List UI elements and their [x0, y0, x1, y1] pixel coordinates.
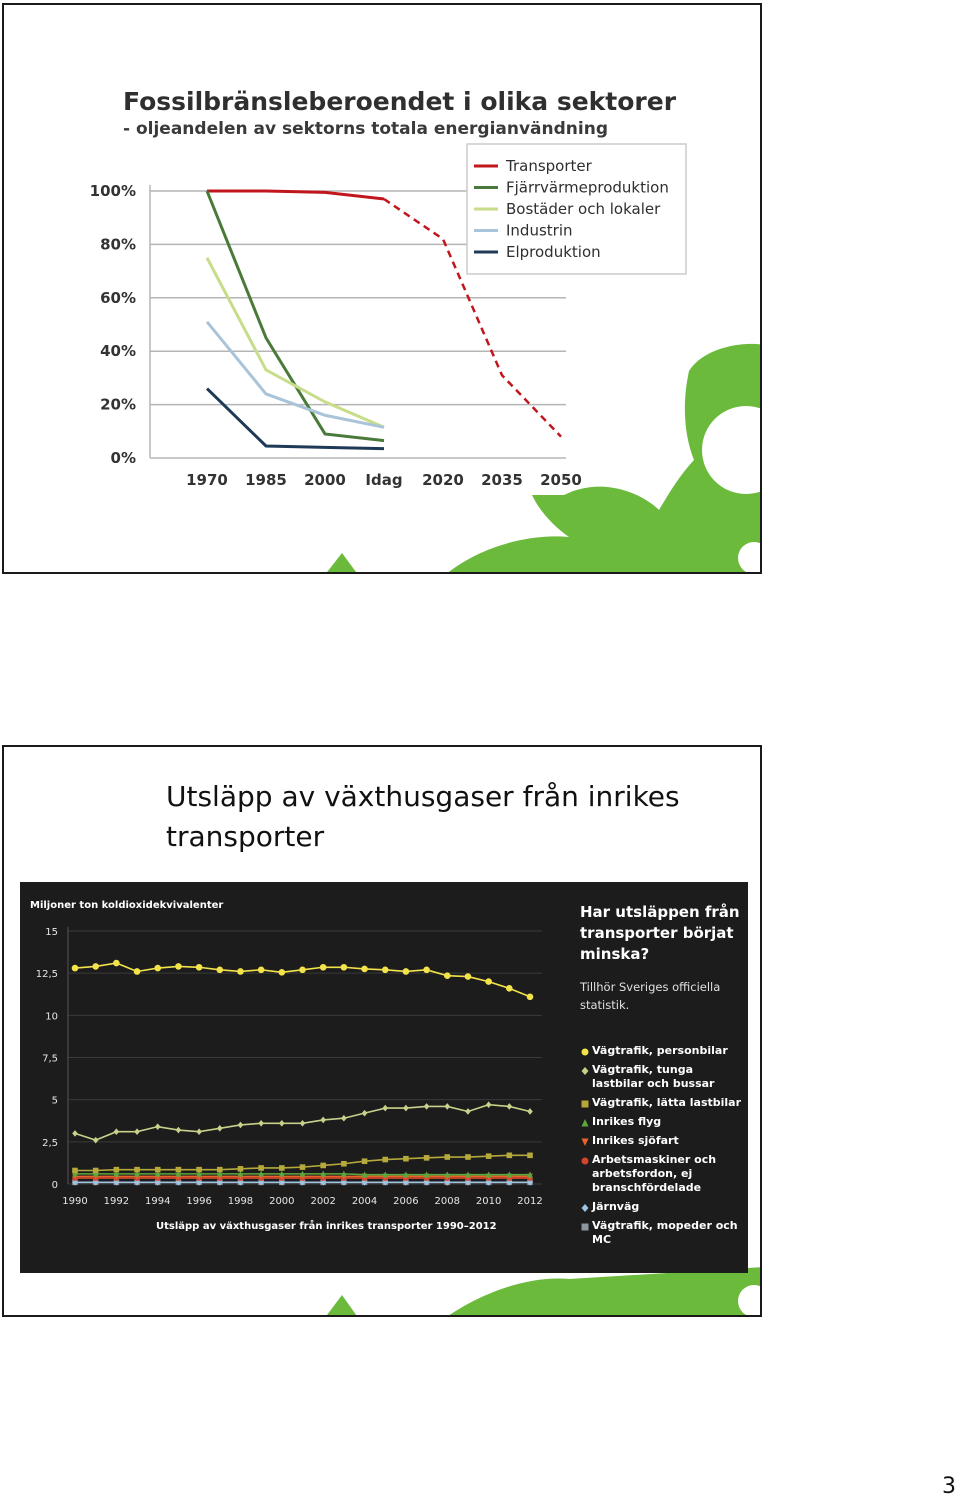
data-point-vägtrafik-tunga-lastbilar-och-bussar [176, 1127, 182, 1134]
data-point-vägtrafik-tunga-lastbilar-och-bussar [527, 1108, 533, 1115]
legend-item [578, 1115, 744, 1129]
series-line-industrin [207, 322, 384, 427]
y-tick-label: 5 [51, 1095, 58, 1107]
data-point-vägtrafik-personbilar [506, 985, 513, 992]
legend-label: Vägtrafik, lätta lastbilar [592, 1096, 742, 1109]
data-point-vägtrafik-lätta-lastbilar [403, 1156, 409, 1162]
page-number: 3 [942, 1474, 956, 1499]
data-point-vägtrafik-personbilar [72, 965, 79, 972]
x-tick-label: Idag [365, 471, 403, 489]
data-point-vägtrafik-lätta-lastbilar [134, 1167, 140, 1173]
legend-marker-icon [580, 1203, 590, 1213]
legend-item [578, 1063, 744, 1091]
data-point-vägtrafik-personbilar [485, 978, 492, 985]
legend-marker-shape [582, 1224, 589, 1231]
legend-marker-shape [582, 1067, 589, 1075]
legend-label: Vägtrafik, personbilar [592, 1044, 728, 1057]
official-statistics-note: Tillhör Sveriges officiella statistik. [580, 980, 721, 1012]
legend-marker-shape [582, 1204, 589, 1212]
panel-heading: Har utsläppen från transporter börjat minska? [580, 903, 740, 963]
data-point-vägtrafik-personbilar [113, 960, 120, 967]
data-point-vägtrafik-tunga-lastbilar-och-bussar [93, 1137, 99, 1144]
legend-marker [578, 1115, 592, 1128]
data-point-vägtrafik-tunga-lastbilar-och-bussar [196, 1128, 202, 1135]
legend-marker [578, 1219, 592, 1232]
data-point-vägtrafik-lätta-lastbilar [217, 1167, 223, 1173]
x-tick-label: 1985 [245, 471, 287, 489]
data-point-vägtrafik-lätta-lastbilar [155, 1167, 161, 1173]
data-point-vägtrafik-tunga-lastbilar-och-bussar [258, 1120, 264, 1127]
legend-label: Järnväg [592, 1200, 640, 1213]
legend-item [578, 1153, 744, 1195]
x-tick-label: 2010 [475, 1196, 502, 1207]
y-tick-label: 40% [100, 342, 136, 361]
x-tick-label: 2006 [393, 1196, 419, 1207]
data-point-vägtrafik-lätta-lastbilar [279, 1165, 285, 1171]
data-point-vägtrafik-personbilar [175, 963, 182, 970]
data-point-vägtrafik-personbilar [299, 966, 306, 973]
chart-caption: Utsläpp av växthusgaser från inrikes transporter 1990–2012 [156, 1221, 497, 1232]
data-point-vägtrafik-personbilar [216, 966, 223, 973]
legend-marker-icon [580, 1137, 590, 1147]
data-point-vägtrafik-personbilar [465, 973, 472, 980]
y-tick-label: 20% [100, 395, 136, 414]
data-point-vägtrafik-personbilar [320, 964, 327, 971]
data-point-vägtrafik-tunga-lastbilar-och-bussar [486, 1101, 492, 1108]
series-line-bostäder-och-lokaler [207, 258, 384, 428]
y-tick-label: 100% [89, 182, 136, 200]
data-point-vägtrafik-personbilar [258, 966, 265, 973]
slide-1-subtitle: - oljeandelen av sektorns totala energianvändning [123, 119, 609, 139]
data-point-vägtrafik-personbilar [361, 966, 368, 973]
legend-marker [578, 1200, 592, 1213]
y-tick-label: 0 [51, 1180, 58, 1191]
x-tick-label: 2008 [434, 1196, 460, 1207]
legend-label: Inrikes sjöfart [592, 1134, 679, 1147]
data-point-vägtrafik-personbilar [341, 964, 348, 971]
legend-item [578, 1134, 744, 1148]
data-point-vägtrafik-tunga-lastbilar-och-bussar [279, 1120, 285, 1127]
data-point-vägtrafik-lätta-lastbilar [320, 1163, 326, 1169]
data-point-vägtrafik-personbilar [382, 966, 389, 973]
data-point-vägtrafik-tunga-lastbilar-och-bussar [424, 1103, 430, 1110]
data-point-vägtrafik-tunga-lastbilar-och-bussar [341, 1115, 347, 1122]
data-point-vägtrafik-lätta-lastbilar [507, 1153, 513, 1159]
data-point-vägtrafik-lätta-lastbilar [465, 1154, 471, 1160]
slide-2-title-line2: transporter [166, 820, 325, 853]
legend-marker [578, 1044, 592, 1057]
legend-label: Transporter [506, 157, 592, 175]
legend-label: Industrin [506, 221, 573, 240]
x-tick-label: 1996 [186, 1196, 212, 1207]
legend-item [578, 1219, 744, 1247]
legend-marker-shape [582, 1101, 589, 1108]
emissions-panel [20, 882, 748, 1273]
data-point-vägtrafik-tunga-lastbilar-och-bussar [300, 1120, 306, 1127]
data-point-vägtrafik-lätta-lastbilar [114, 1167, 120, 1173]
x-tick-label: 1998 [227, 1196, 254, 1207]
legend-item [578, 1096, 744, 1110]
data-point-vägtrafik-lätta-lastbilar [196, 1167, 202, 1173]
legend-marker [578, 1134, 592, 1147]
data-point-vägtrafik-personbilar [154, 965, 161, 972]
data-point-vägtrafik-tunga-lastbilar-och-bussar [155, 1123, 161, 1130]
data-point-vägtrafik-tunga-lastbilar-och-bussar [114, 1128, 120, 1135]
y-tick-label: 7,5 [42, 1053, 58, 1065]
data-point-vägtrafik-tunga-lastbilar-och-bussar [238, 1122, 244, 1129]
data-point-vägtrafik-tunga-lastbilar-och-bussar [72, 1130, 78, 1137]
legend-marker-shape [582, 1049, 589, 1056]
data-point-vägtrafik-personbilar [237, 968, 244, 975]
legend-label: Bostäder och lokaler [506, 200, 661, 218]
data-point-vägtrafik-tunga-lastbilar-och-bussar [217, 1125, 223, 1132]
data-point-vägtrafik-personbilar [527, 993, 534, 1000]
x-tick-label: 2004 [351, 1196, 378, 1207]
y-tick-label: 0% [110, 449, 136, 467]
x-tick-label: 2002 [310, 1196, 336, 1207]
x-tick-label: 1970 [186, 471, 228, 489]
data-point-vägtrafik-lätta-lastbilar [444, 1154, 450, 1160]
legend-label: Vägtrafik, tunga lastbilar och bussar [592, 1063, 715, 1090]
data-point-vägtrafik-personbilar [423, 966, 430, 973]
x-tick-label: 2020 [422, 471, 464, 489]
fossil-dependency-chart [4, 5, 762, 574]
data-point-vägtrafik-tunga-lastbilar-och-bussar [403, 1105, 409, 1112]
x-tick-label: 2000 [304, 471, 346, 489]
y-tick-label: 15 [45, 927, 58, 938]
series-line-transporter [207, 191, 384, 199]
legend-label: Vägtrafik, mopeder och MC [592, 1219, 738, 1246]
data-point-vägtrafik-tunga-lastbilar-och-bussar [382, 1105, 388, 1112]
x-tick-label: 1994 [145, 1196, 171, 1207]
legend-marker-icon [580, 1118, 590, 1128]
legend-marker-shape [582, 1158, 589, 1165]
legend-marker-shape [582, 1139, 589, 1147]
data-point-vägtrafik-tunga-lastbilar-och-bussar [507, 1103, 513, 1110]
legend-label: Elproduktion [506, 243, 601, 261]
slide-2-title-line1: Utsläpp av växthusgaser från inrikes [166, 780, 680, 813]
data-point-vägtrafik-lätta-lastbilar [527, 1153, 533, 1159]
data-point-vägtrafik-tunga-lastbilar-och-bussar [320, 1117, 326, 1124]
data-point-vägtrafik-lätta-lastbilar [362, 1158, 368, 1164]
data-point-vägtrafik-lätta-lastbilar [176, 1167, 182, 1173]
emissions-legend [578, 1044, 744, 1252]
data-point-vägtrafik-tunga-lastbilar-och-bussar [134, 1128, 140, 1135]
x-tick-label: 1990 [62, 1196, 88, 1207]
data-point-vägtrafik-lätta-lastbilar [93, 1168, 99, 1174]
x-tick-label: 2050 [540, 471, 582, 489]
data-point-vägtrafik-tunga-lastbilar-och-bussar [465, 1108, 471, 1115]
data-point-vägtrafik-personbilar [134, 968, 141, 975]
x-tick-label: 2035 [481, 471, 523, 489]
legend-marker-icon [580, 1047, 590, 1057]
data-point-vägtrafik-lätta-lastbilar [341, 1161, 347, 1167]
slide-1-title: Fossilbränsleberoendet i olika sektorer [123, 87, 677, 116]
data-point-vägtrafik-lätta-lastbilar [424, 1155, 430, 1161]
legend-marker-icon [580, 1066, 590, 1076]
data-point-vägtrafik-lätta-lastbilar [238, 1166, 244, 1172]
legend-marker [578, 1063, 592, 1076]
slide-2 [2, 745, 762, 1317]
legend-label: Inrikes flyg [592, 1115, 662, 1128]
y-axis-label: Miljoner ton koldioxidekvivalenter [30, 900, 224, 911]
data-point-vägtrafik-lätta-lastbilar [258, 1165, 264, 1171]
data-point-vägtrafik-personbilar [403, 968, 410, 975]
legend-marker-icon [580, 1099, 590, 1109]
data-point-vägtrafik-lätta-lastbilar [486, 1153, 492, 1159]
data-point-vägtrafik-lätta-lastbilar [300, 1164, 306, 1170]
legend-label: Arbetsmaskiner och arbetsfordon, ej branschfördelade [592, 1153, 717, 1194]
data-point-vägtrafik-personbilar [196, 964, 203, 971]
data-point-vägtrafik-tunga-lastbilar-och-bussar [444, 1103, 450, 1110]
y-tick-label: 80% [100, 235, 136, 254]
x-tick-label: 1992 [103, 1196, 130, 1207]
y-tick-label: 2,5 [42, 1137, 58, 1149]
legend-marker [578, 1096, 592, 1109]
data-point-vägtrafik-personbilar [279, 969, 286, 976]
legend-marker [578, 1153, 592, 1166]
data-point-vägtrafik-personbilar [444, 972, 451, 979]
legend-marker-icon [580, 1222, 590, 1232]
legend-item [578, 1044, 744, 1058]
data-point-vägtrafik-personbilar [92, 963, 99, 970]
series-line-elproduktion [207, 389, 384, 449]
x-tick-label: 2012 [517, 1196, 543, 1207]
legend-item [578, 1200, 744, 1214]
data-point-vägtrafik-lätta-lastbilar [382, 1157, 388, 1163]
y-tick-label: 60% [100, 288, 136, 307]
slide-2-title [166, 777, 680, 857]
y-tick-label: 12,5 [35, 969, 58, 981]
data-point-vägtrafik-tunga-lastbilar-och-bussar [362, 1110, 368, 1117]
y-tick-label: 10 [45, 1011, 58, 1023]
legend-marker-icon [580, 1156, 590, 1166]
legend-marker-shape [582, 1119, 589, 1127]
slide-1 [2, 3, 762, 574]
legend-label: Fjärrvärmeproduktion [506, 178, 669, 197]
x-tick-label: 2000 [269, 1196, 295, 1207]
data-point-vägtrafik-lätta-lastbilar [72, 1168, 78, 1174]
